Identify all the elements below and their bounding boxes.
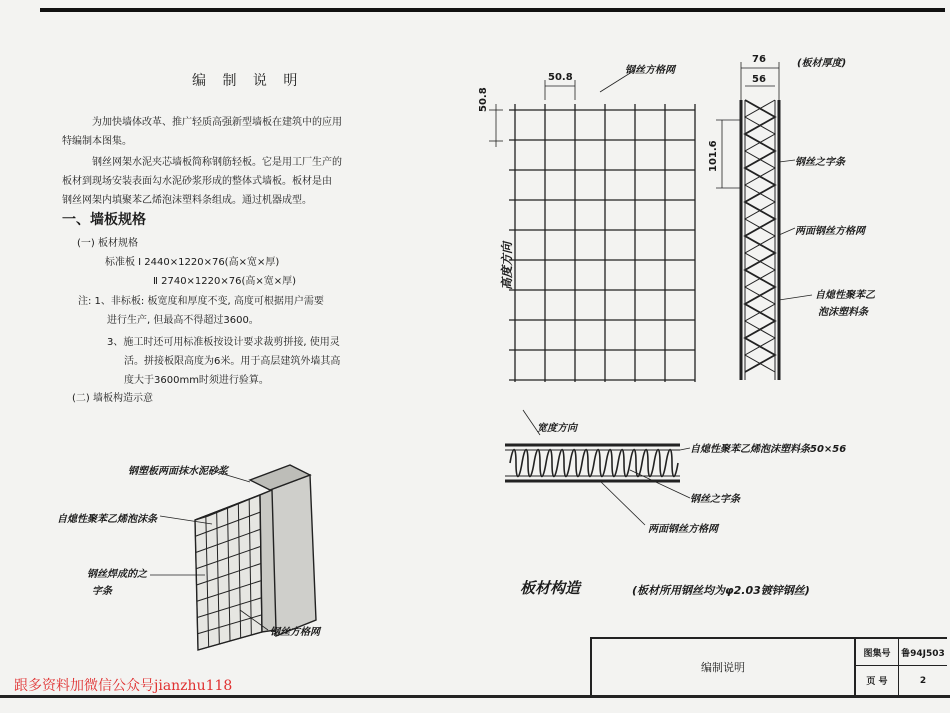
sub-heading: (二) 墙板构造示意 — [72, 393, 153, 404]
sub-heading: (一) 板材规格 — [77, 238, 138, 249]
bottom-border-line — [0, 695, 950, 698]
zigzag-label: 钢丝之字条 — [795, 157, 845, 168]
note-line: 活。拼接板限高度为6米。用于高层建筑外墙其高 — [124, 356, 341, 367]
page-number-label: 页 号 — [856, 666, 899, 695]
iso-label-zigzag-2: 字条 — [92, 586, 112, 597]
dim-label-left: 50.8 — [478, 87, 489, 112]
spec-line: 标准板 Ⅰ 2440×1220×76(高×宽×厚) — [105, 257, 280, 268]
vertical-section — [716, 62, 812, 380]
iso-label-plaster: 钢塑板两面抹水泥砂浆 — [128, 466, 228, 477]
foam-label-line1: 自熄性聚苯乙 — [815, 290, 875, 301]
watermark-text: 跟多资料加微信公众号jianzhu118 — [14, 678, 233, 694]
inner-dim: 56 — [752, 74, 766, 85]
iso-label-mesh: 钢丝方格网 — [270, 627, 320, 638]
plan-mesh-label: 两面钢丝方格网 — [648, 524, 718, 535]
plan-zigzag-label: 钢丝之字条 — [690, 494, 740, 505]
paragraph-line: 板材到现场安装表面勾水泥砂浆形成的整体式墙板。板材是由 — [62, 176, 332, 187]
thickness-dim: 76 — [752, 54, 766, 65]
page-title: 编 制 说 明 — [192, 73, 304, 89]
page-number-value: 2 — [919, 675, 927, 686]
iso-label-foam: 自熄性聚苯乙烯泡沫条 — [57, 514, 157, 525]
title-block — [590, 637, 947, 697]
note-line: 进行生产, 但最高不得超过3600。 — [107, 315, 259, 326]
height-direction-label: 高度方向 — [500, 241, 514, 290]
section-heading: 一、墙板规格 — [62, 212, 146, 228]
spec-line: Ⅱ 2740×1220×76(高×宽×厚) — [153, 276, 297, 287]
mesh-grid — [509, 104, 695, 382]
paragraph-line: 特编制本图集。 — [62, 136, 132, 147]
dim-label-top: 50.8 — [548, 72, 573, 83]
pitch-dim: 101.6 — [708, 140, 719, 172]
set-number-label: 图集号 — [856, 639, 899, 666]
paragraph-line: 为加快墙体改革、推广轻质高强新型墙板在建筑中的应用 — [92, 117, 342, 128]
figure-caption-note: (板材所用钢丝均为φ2.03镀锌钢丝) — [632, 584, 810, 597]
plan-foam-label: 自熄性聚苯乙烯泡沫塑料条50×56 — [690, 444, 847, 455]
width-direction-label: 宽度方向 — [537, 423, 577, 434]
mesh2-label: 两面钢丝方格网 — [795, 226, 865, 237]
figure-caption: 板材构造 — [520, 579, 581, 597]
foam-label-line2: 泡沫塑料条 — [818, 307, 868, 318]
iso-label-zigzag: 钢丝焊成的之 — [87, 569, 147, 580]
set-number-value: 鲁94J503 — [899, 639, 947, 666]
paragraph-line: 钢丝网架水泥夹芯墙板简称钢筋轻板。它是用工厂生产的 — [92, 157, 342, 168]
paragraph-line: 钢丝网架内填聚苯乙烯泡沫塑料条组成。通过机器成型。 — [62, 195, 312, 206]
note-line: 度大于3600mm时须进行验算。 — [124, 375, 269, 386]
horizontal-section — [505, 410, 690, 525]
title-block-name: 编制说明 — [592, 639, 856, 695]
thickness-note: (板材厚度) — [797, 58, 847, 69]
note-line: 注: 1、非标板: 板宽度和厚度不变, 高度可根据用户需要 — [78, 296, 324, 307]
note-line: 3、施工时还可用标准板按设计要求裁剪拼接, 使用灵 — [107, 337, 340, 348]
mesh-label: 钢丝方格网 — [625, 65, 675, 76]
